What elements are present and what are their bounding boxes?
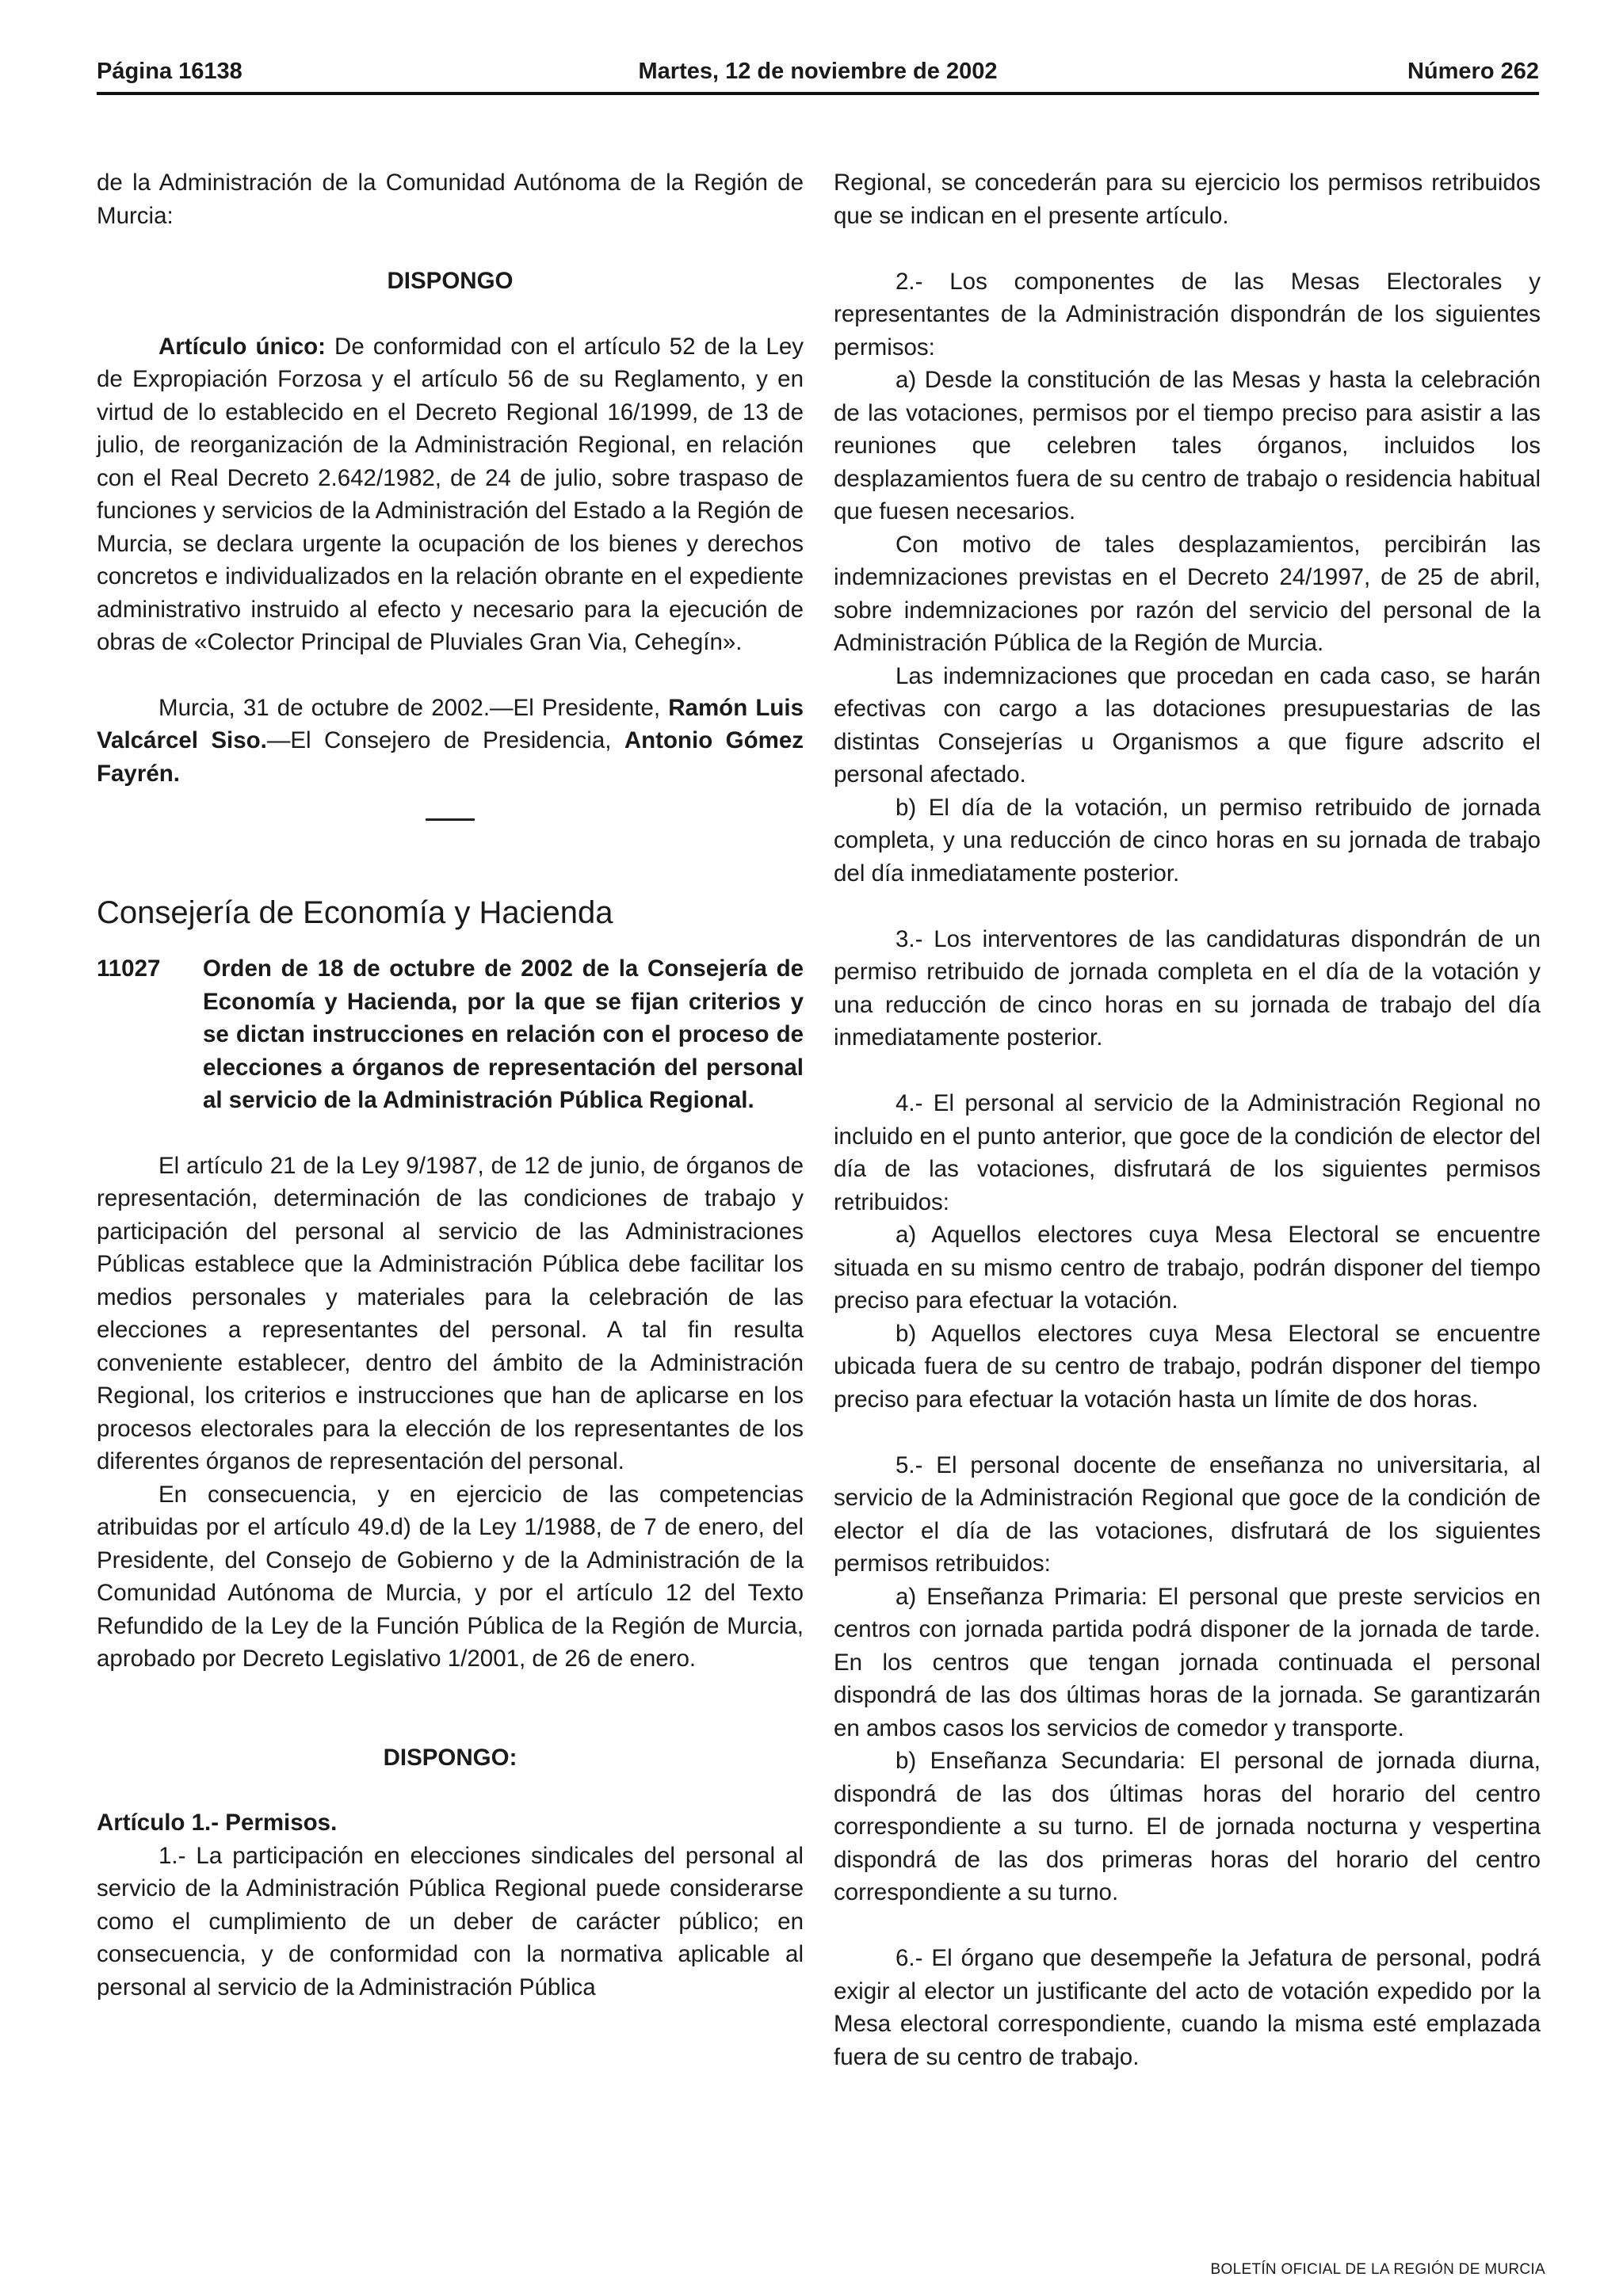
order-number: 11027 bbox=[97, 955, 161, 982]
point-5-a: a) Enseñanza Primaria: El personal que preste servicios en centros con jornada partida podrá disponer de la jornada de tarde. En los centros que tengan jornada continuada el personal dispondrá de las dos últimas horas de la jornada. Se garantizarán en ambos casos los servicios de comedor y transporte. bbox=[834, 1583, 1541, 1741]
dispongo-heading-2: DISPONGO: bbox=[383, 1744, 517, 1771]
point-5: 5.- El personal docente de enseñanza no universitaria, al servicio de la Administración Regional que goce de la condición de elector el día de las votaciones, disfrutará de los siguientes permisos retribuidos: bbox=[834, 1451, 1541, 1577]
issue-number: Número 262 bbox=[1407, 59, 1539, 84]
point-3: 3.- Los interventores de las candidaturas dispondrán de un permiso retribuido de jornada completa en el día de la votación y una reducción de cinco horas en su jornada de trabajo del día inmediatamente posterior. bbox=[834, 925, 1541, 1051]
point-2-dotaciones: Las indemnizaciones que procedan en cada caso, se harán efectivas con cargo a las dotaciones presupuestarias de las distintas Consejerías u Organismos a que figure adscrito el personal afectado. bbox=[834, 662, 1541, 788]
articulo-unico-label: Artículo único: bbox=[158, 333, 326, 360]
preamble-paragraph-2: En consecuencia, y en ejercicio de las competencias atribuidas por el artículo 49.d) de la Ley 1/1988, de 7 de enero, del Presidente, del Consejo de Gobierno y de la Administración de la Comunidad Autónoma de Murcia, y por el artículo 12 del Texto Refundido de la Ley de la Función Pública de la Región de Murcia, aprobado por Decreto Legislativo 1/2001, de 26 de enero. bbox=[97, 1481, 804, 1672]
article-1-heading: Artículo 1.- Permisos. bbox=[97, 1810, 338, 1836]
signature-president: Ramón Luis Valcárcel Siso. bbox=[97, 694, 804, 753]
intro-paragraph: de la Administración de la Comunidad Autónoma de la Región de Murcia: bbox=[97, 170, 804, 229]
point-4: 4.- El personal al servicio de la Administración Regional no incluido en el punto anterior, que goce de la condición de elector del día de las votaciones, disfrutará de los siguientes permisos retribuidos: bbox=[834, 1090, 1541, 1215]
page-header bbox=[97, 55, 1539, 95]
left-column bbox=[97, 166, 804, 2004]
point-2: 2.- Los componentes de las Mesas Electorales y representantes de la Administración dispondrán de los siguientes permisos: bbox=[834, 268, 1541, 360]
article-1-paragraph-1: 1.- La participación en elecciones sindicales del personal al servicio de la Administración Pública Regional puede considerarse como el cumplimiento de un deber de carácter público; en consecuencia, y de conformidad con la normativa aplicable al personal al servicio de la Administración Pública bbox=[97, 1842, 804, 2000]
point-4-b: b) Aquellos electores cuya Mesa Electoral se encuentre ubicada fuera de su centro de trabajo, podrán disponer del tiempo preciso para efectuar la votación hasta un límite de dos horas. bbox=[834, 1320, 1541, 1413]
signature-paragraph bbox=[97, 692, 804, 791]
point-5-b: b) Enseñanza Secundaria: El personal de jornada diurna, dispondrá de las dos últimas horas del horario del centro correspondiente a su turno. El de jornada nocturna y vespertina dispondrá de las dos primeras horas del horario del centro correspondiente a su turno. bbox=[834, 1748, 1541, 1905]
dispongo-heading: DISPONGO bbox=[387, 268, 514, 294]
articulo-unico-text: De conformidad con el artículo 52 de la Ley de Expropiación Forzosa y el artículo 56 de su Reglamento, y en virtud de lo establecido en el Decreto Regional 16/1999, de 13 de julio, de reorganización de la Administración Regional, en relación con el Real Decreto 2.642/1982, de 24 de julio, sobre traspaso de funciones y servicios de la Administración del Estado a la Región de Murcia, se declara urgente la ocupación de los bienes y derechos concretos e individualizados en la relación obrante en el expediente administrativo instruido al efecto y necesario para la ejecución de obras de «Colector Principal de Pluviales Gran Via, Cehegín». bbox=[97, 333, 804, 655]
articulo-unico-paragraph bbox=[97, 330, 804, 659]
signature-consejero: Antonio Gómez Fayrén. bbox=[97, 727, 804, 787]
point-2-indemnizaciones: Con motivo de tales desplazamientos, percibirán las indemnizaciones previstas en el Decreto 24/1997, de 25 de abril, sobre indemnizaciones por razón del servicio del personal de la Administración Pública de la Región de Murcia. bbox=[834, 531, 1541, 656]
signature-place-date: Murcia, 31 de octubre de 2002.—El Presidente, bbox=[158, 694, 669, 721]
point-2-b: b) El día de la votación, un permiso retribuido de jornada completa, y una reducción de cinco horas en su jornada de trabajo del día inmediatamente posterior. bbox=[834, 794, 1541, 887]
publication-footer: BOLETÍN OFICIAL DE LA REGIÓN DE MURCIA bbox=[1210, 2261, 1545, 2278]
order-heading bbox=[97, 952, 804, 1117]
issue-date: Martes, 12 de noviembre de 2002 bbox=[638, 59, 998, 84]
permisos-continuation: Regional, se concederán para su ejercicio los permisos retribuidos que se indican en el presente artículo. bbox=[834, 170, 1541, 229]
point-2-a: a) Desde la constitución de las Mesas y hasta la celebración de las votaciones, permisos por el tiempo preciso para asistir a las reuniones que celebren tales órganos, incluidos los desplazamientos fuera de su centro de trabajo o residencia habitual que fuesen necesarios. bbox=[834, 367, 1541, 524]
point-6: 6.- El órgano que desempeñe la Jefatura de personal, podrá exigir al elector un justificante del acto de votación expedido por la Mesa electoral correspondiente, cuando la misma esté emplazada fuera de su centro de trabajo. bbox=[834, 1945, 1541, 2070]
signature-middle: —El Consejero de Presidencia, bbox=[266, 727, 624, 753]
page-number: Página 16138 bbox=[97, 59, 242, 84]
section-title: Consejería de Economía y Hacienda bbox=[97, 895, 613, 930]
preamble-paragraph-1: El artículo 21 de la Ley 9/1987, de 12 de junio, de órganos de representación, determinación de las condiciones de trabajo y participación del personal al servicio de las Administraciones Públicas establece que la Administración Pública debe facilitar los medios personales y materiales para la celebración de las elecciones a representantes del personal. A tal fin resulta conveniente establecer, dentro del ámbito de la Administración Regional, los criterios e instrucciones que han de aplicarse en los procesos electorales para la elección de los representantes de los diferentes órganos de representación del personal. bbox=[97, 1152, 804, 1474]
section-separator bbox=[426, 818, 475, 821]
right-column bbox=[834, 166, 1541, 2073]
point-4-a: a) Aquellos electores cuya Mesa Electoral se encuentre situada en su mismo centro de trabajo, podrán disponer del tiempo preciso para efectuar la votación. bbox=[834, 1222, 1541, 1314]
order-title: Orden de 18 de octubre de 2002 de la Consejería de Economía y Hacienda, por la que se fijan criterios y se dictan instrucciones en relación con el proceso de elecciones a órganos de representación del personal al servicio de la Administración Pública Regional. bbox=[203, 955, 804, 1113]
